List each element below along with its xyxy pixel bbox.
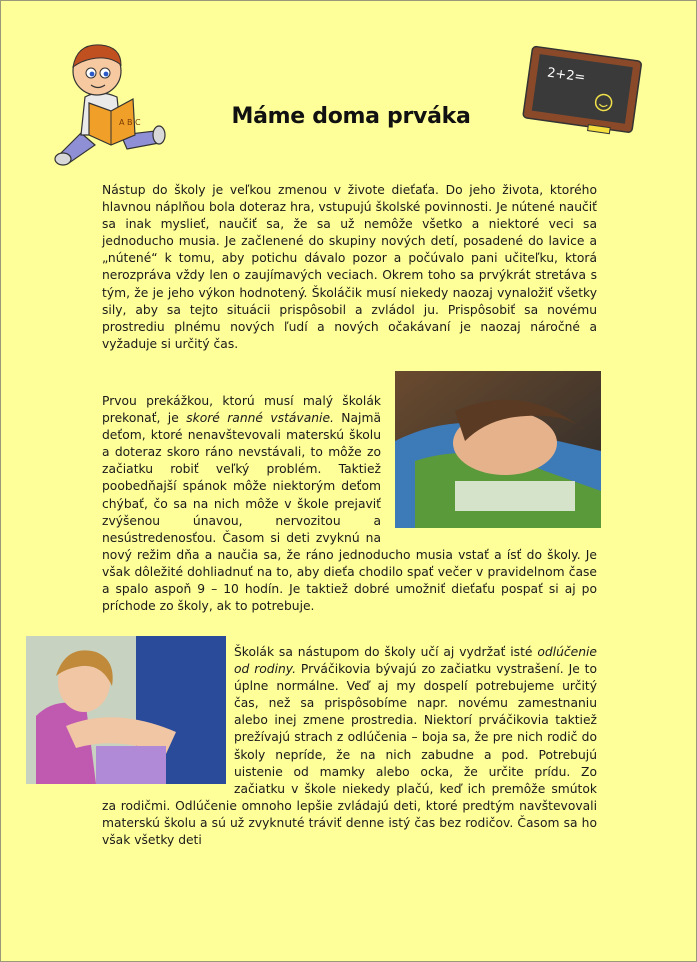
boy-reading-book-icon [51, 35, 169, 171]
photo-sleeping-child [395, 371, 601, 528]
paragraph-early-waking [102, 393, 597, 615]
emphasis-separation: odlúčenie od rodiny. [234, 645, 597, 677]
blackboard-text: 2+2= [546, 65, 587, 86]
paragraph3-text-before: Školák sa nástupom do školy učí aj vydržať isté [234, 645, 538, 659]
paragraph2-text-before: Prvou prekážkou, ktorú musí malý školák prekonať, je [102, 394, 381, 426]
paragraph2-text-after: Najmä deťom, ktoré nenavštevovali materskú školu a doteraz skoro ráno nevstávali, to môže zo začiatku robiť veľký problém. Taktiež poobedňajší spánok môže niektorým deťom chýbať, čo sa na nich môže v škole prejaviť zvýšenou únavou, nervozitou a nesústredenosťou. Časom si deti zvyknú na nový režim dňa a naučia sa, že ráno jednoducho musia vstať a ísť do školy. Je však dôležité dohliadnuť na to, aby dieťa chodilo spať večer v pravidelnom čase a spalo aspoň 9 – 10 hodín. Je taktiež dobré umožniť dieťaťu pospať si aj po príchode zo školy, ak to potrebuje. [102, 411, 597, 614]
paragraph-school-start: Nástup do školy je veľkou zmenou v živote dieťaťa. Do jeho života, ktorého hlavnou náplňou bola doteraz hra, vstupujú školské povinnosti. Je nútené naučiť sa inak myslieť, naučiť sa, že sa už nemôže všetko a niektoré veci sa jednoducho musia. Je začlenené do skupiny nových detí, posadené do lavice a „nútené“ k tomu, aby potichu dávalo pozor a počúvalo pani učiteľku, ktorá nerozpráva vždy len o zaujímavých veciach. Okrem toho sa prvýkrát stretáva s tým, že je jeho výkon hodnotený. Školáčik musí niekedy naozaj vynaložiť všetky sily, aby sa tejto situácii prispôsobil a zvládol ju. Prispôsobiť sa novému prostrediu plnému nových ľudí a nových očakávaní je naozaj náročné a vyžaduje si určitý čas. [102, 183, 597, 351]
blackboard-icon [513, 43, 645, 139]
photo-child-with-parent [26, 636, 226, 784]
book-letters: A B C [119, 118, 141, 127]
emphasis-early-waking: skoré ranné vstávanie. [186, 411, 334, 426]
page-title: Máme doma prváka [231, 104, 471, 129]
paragraph-separation [102, 644, 597, 849]
paragraph3-text-after: Prváčikovia bývajú zo začiatku vystrašení. Je to úplne normálne. Veď aj my dospelí potrebujeme určitý čas, než sa prispôsobíme napr. novému zamestnaniu alebo inej zmene prostredia. Niektorí prváčikovia taktiež prežívajú strach z odlúčenia – boja sa, že pre nich rodič do školy nepríde, že na nich zabudne a pod. Potrebujú uistenie od mamky alebo ocka, že určite prídu. Zo začiatku v škole niekedy plačú, keď ich premôže smútok za rodičmi. Odlúčenie omnoho lepšie zvládajú deti, ktoré predtým navštevovali materskú školu a sú už zvyknuté tráviť denne istý čas bez rodičov. Časom sa ho však všetky deti [102, 662, 597, 848]
